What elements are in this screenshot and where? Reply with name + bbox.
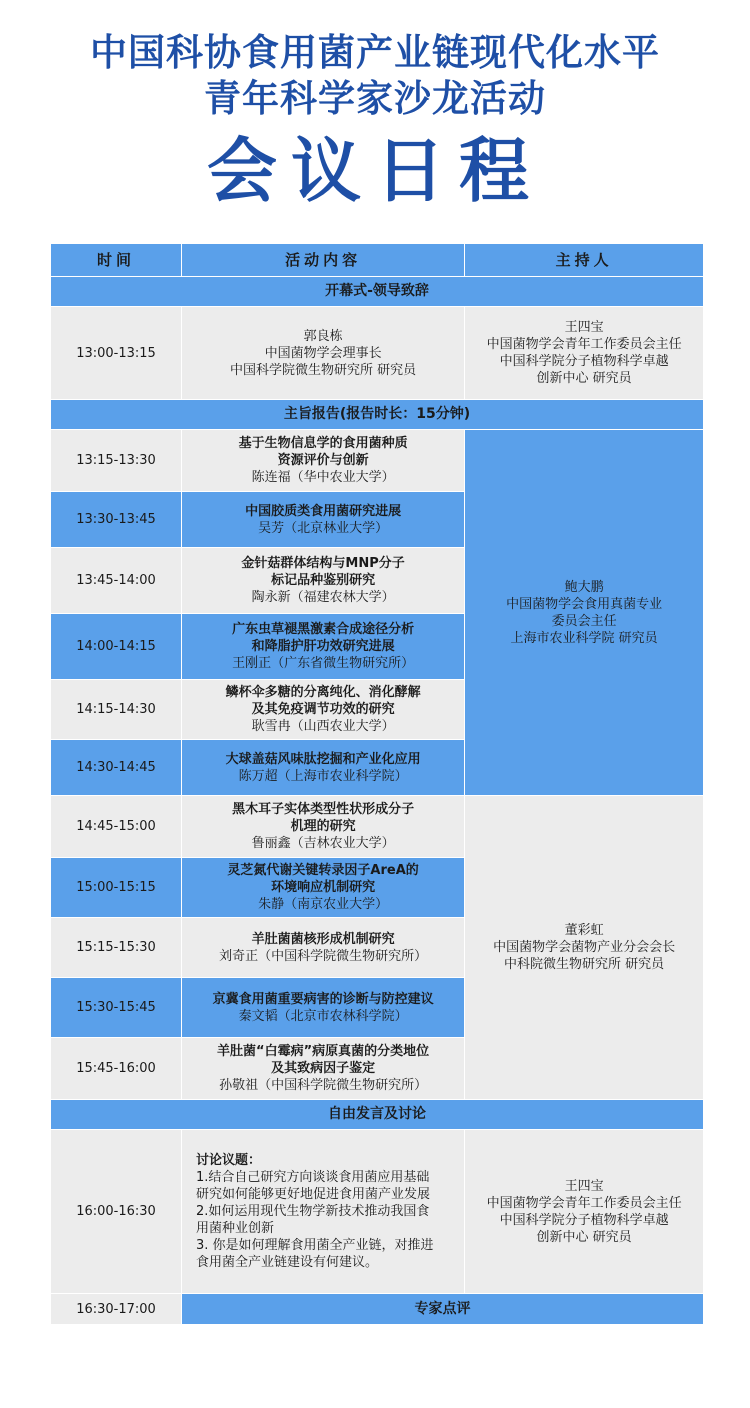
talk-speaker: 刘奇正（中国科学院微生物研究所） [219,948,428,964]
section-title: 主旨报告(报告时长：15分钟) [51,400,704,430]
time-cell: 13:15-13:30 [51,430,182,492]
host-title: 中科院微生物研究所 研究员 [504,957,665,972]
host-title: 中国菌物学会菌物产业分会会长 [493,940,676,955]
title-line-1: 中国科协食用菌产业链现代化水平 [90,31,660,74]
talk-title: 标记品种鉴别研究 [271,573,376,588]
activity-cell [182,796,465,858]
table-row [51,796,704,858]
time-cell: 15:00-15:15 [51,858,182,918]
section-opening [51,277,704,307]
table-row [51,1130,704,1294]
talk-speaker: 耿雪冉（山西农业大学） [251,719,395,734]
column-header-time: 时间 [51,244,182,277]
host-title: 中国菌物学会青年工作委员会主任 [486,1195,682,1211]
time-cell: 13:30-13:45 [51,492,182,548]
discussion-line: 食用菌全产业链建设有何建议。 [196,1255,379,1270]
time-cell: 14:30-14:45 [51,740,182,796]
time-cell: 13:45-14:00 [51,548,182,614]
section-title: 开幕式-领导致辞 [51,277,704,307]
discussion-line: 3. 你是如何理解食用菌全产业链，对推进 [196,1238,434,1253]
talk-title: 广东虫草褪黑激素合成途径分析 [232,622,415,637]
talk-title: 及其免疫调节功效的研究 [251,702,395,717]
host-affiliation: 创新中心 研究员 [536,1229,632,1245]
talk-title: 及其致病因子鉴定 [271,1061,376,1076]
talk-title: 中国胶质类食用菌研究进展 [245,503,402,519]
talk-speaker: 秦文韬（北京市农林科学院） [238,1008,408,1024]
talk-title: 大球盖菇风味肽挖掘和产业化应用 [225,751,421,767]
speaker-affiliation: 中国科学院微生物研究所 研究员 [230,362,417,378]
talk-speaker: 吴芳（北京林业大学） [258,520,389,536]
activity-cell [182,430,465,492]
table-header-row [51,244,704,277]
section-title: 自由发言及讨论 [51,1100,704,1130]
time-cell: 16:30-17:00 [51,1294,182,1325]
column-header-host: 主持人 [465,244,704,277]
discussion-heading: 讨论议题： [196,1153,262,1168]
activity-cell [182,492,465,548]
talk-speaker: 孙敬祖（中国科学院微生物研究所） [219,1078,428,1093]
talk-title: 和降脂护肝功效研究进展 [251,639,395,654]
host-affiliation: 中国科学院分子植物科学卓越 [499,354,669,369]
discussion-line: 1.结合自己研究方向谈谈食用菌应用基础 [196,1170,430,1185]
time-cell: 14:15-14:30 [51,680,182,740]
host-title: 中国菌物学会食用真菌专业 [506,596,663,612]
discussion-topics [182,1130,465,1294]
talk-title: 灵芝氮代谢关键转录因子AreA的 [227,863,419,878]
section-keynote [51,400,704,430]
talk-speaker: 陈万超（上海市农业科学院） [238,768,408,784]
talk-title: 基于生物信息学的食用菌种质 [238,436,408,451]
speaker-title: 中国菌物学会理事长 [264,345,382,361]
activity-cell [182,858,465,918]
discussion-line: 用菌种业创新 [196,1221,275,1236]
table-row [51,430,704,492]
activity-cell [182,548,465,614]
column-header-activity: 活动内容 [182,244,465,277]
time-cell: 15:45-16:00 [51,1038,182,1100]
activity-cell [182,614,465,680]
host-cell [465,796,704,1100]
host-title: 委员会主任 [551,613,617,629]
table-row [51,307,704,400]
talk-title: 鳞杯伞多糖的分离纯化、消化酵解 [225,685,421,700]
talk-title: 机理的研究 [290,819,356,834]
talk-title: 黑木耳子实体类型性状形成分子 [232,802,415,817]
host-name: 王四宝 [564,320,604,335]
time-cell: 14:45-15:00 [51,796,182,858]
host-title: 上海市农业科学院 研究员 [510,630,658,646]
host-affiliation: 创新中心 研究员 [536,371,632,386]
talk-title: 羊肚菌“白霉病”病原真菌的分类地位 [217,1044,430,1059]
schedule-table [50,243,704,1325]
discussion-line: 2.如何运用现代生物学新技术推动我国食 [196,1204,430,1219]
section-discussion [51,1100,704,1130]
activity-cell [182,307,465,400]
talk-speaker: 鲁丽鑫（吉林农业大学） [251,836,395,851]
time-cell: 15:15-15:30 [51,918,182,978]
talk-title: 资源评价与创新 [277,453,369,468]
talk-title: 环境响应机制研究 [271,880,376,895]
activity-cell [182,1038,465,1100]
activity-cell [182,978,465,1038]
activity-cell [182,740,465,796]
host-cell [465,307,704,400]
title-line-2: 青年科学家沙龙活动 [204,77,546,120]
time-cell: 16:00-16:30 [51,1130,182,1294]
page-title: 会议日程 [207,130,543,212]
activity-cell [182,680,465,740]
host-affiliation: 中国科学院分子植物科学卓越 [499,1212,669,1228]
speaker-name: 郭良栋 [303,328,343,344]
time-cell: 15:30-15:45 [51,978,182,1038]
host-cell [465,430,704,796]
review-label: 专家点评 [182,1294,704,1325]
host-name: 王四宝 [564,1178,604,1194]
host-cell [465,1130,704,1294]
host-title: 中国菌物学会青年工作委员会主任 [486,337,682,352]
talk-title: 京冀食用菌重要病害的诊断与防控建议 [212,991,434,1007]
talk-speaker: 王刚正（广东省微生物研究所） [232,656,415,671]
talk-speaker: 陶永新（福建农林大学） [251,590,395,605]
talk-speaker: 陈连福（华中农业大学） [251,470,395,485]
time-cell: 13:00-13:15 [51,307,182,400]
talk-title: 金针菇群体结构与MNP分子 [241,556,405,571]
activity-cell [182,918,465,978]
talk-speaker: 朱静（南京农业大学） [258,897,389,912]
host-name: 董彩虹 [564,923,604,938]
host-name: 鲍大鹏 [564,579,604,595]
talk-title: 羊肚菌菌核形成机制研究 [251,931,395,947]
table-row-review [51,1294,704,1325]
discussion-line: 研究如何能够更好地促进食用菌产业发展 [196,1187,431,1202]
time-cell: 14:00-14:15 [51,614,182,680]
